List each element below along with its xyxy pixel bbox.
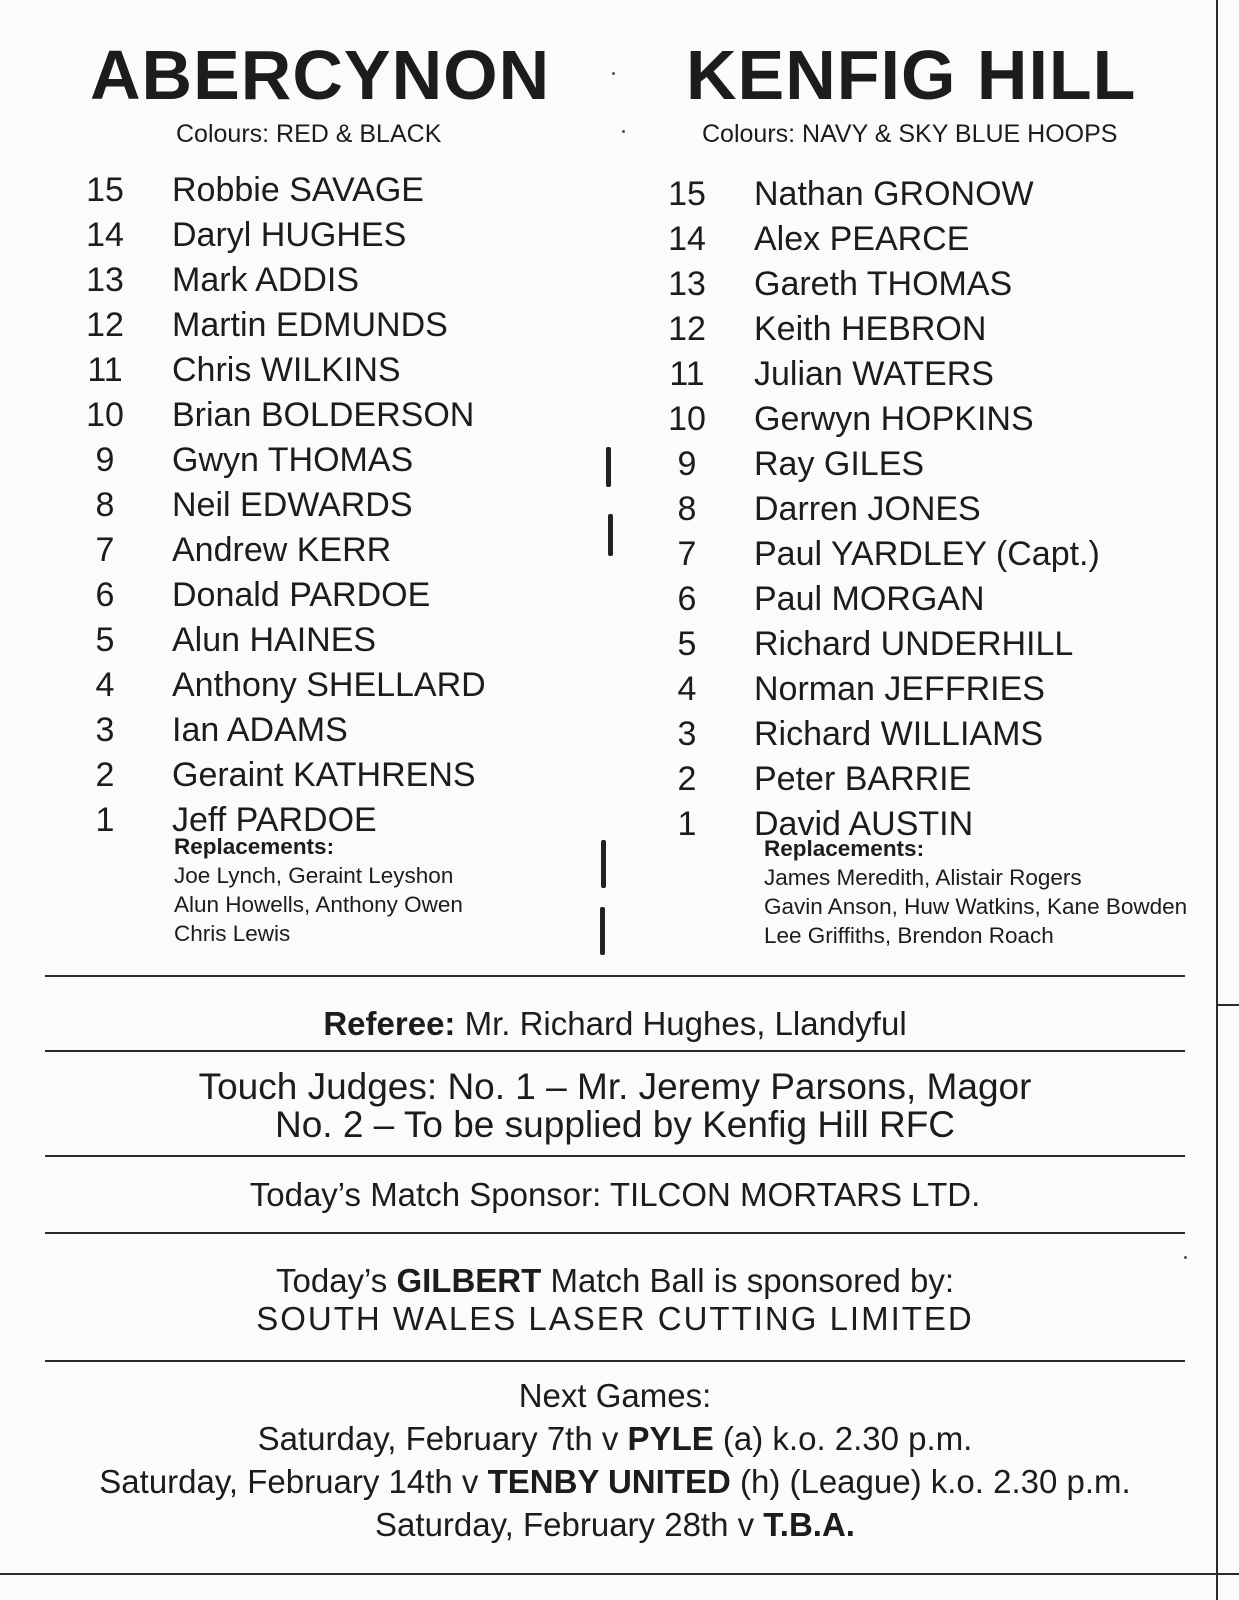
shirt-number: 7: [95, 531, 115, 569]
player-name: Jeff PARDOE: [172, 801, 377, 839]
staple-mark: [608, 514, 613, 556]
match-ball-line: [45, 1262, 1185, 1300]
page-edge-bottom: [0, 1573, 1239, 1575]
fixture-opponent: T.B.A.: [763, 1506, 855, 1543]
divider-rule: [45, 1360, 1185, 1362]
roster-row: [72, 528, 486, 573]
fixture-details: (a) k.o. 2.30 p.m.: [722, 1420, 973, 1457]
fixture-opponent: PYLE: [627, 1420, 714, 1457]
player-name: Peter BARRIE: [754, 760, 972, 798]
roster-row: [652, 172, 1100, 217]
divider-rule: [45, 1232, 1185, 1234]
match-ball-prefix: Today’s: [276, 1262, 388, 1299]
replacements-line: Gavin Anson, Huw Watkins, Kane Bowden: [764, 894, 1188, 919]
page-edge-tick: [1216, 1004, 1239, 1006]
player-name: Mark ADDIS: [172, 261, 360, 299]
shirt-number: 8: [95, 486, 115, 524]
shirt-number: 4: [677, 670, 697, 708]
shirt-number: 7: [677, 535, 697, 573]
divider-rule: [45, 1155, 1185, 1157]
roster-row: [72, 303, 486, 348]
player-name: Norman JEFFRIES: [754, 670, 1045, 708]
player-name: Gwyn THOMAS: [172, 441, 414, 479]
fixture-date: Saturday, February 7th v: [257, 1420, 619, 1457]
shirt-number: 1: [677, 805, 697, 843]
shirt-number: 12: [668, 310, 706, 348]
match-ball-company: SOUTH WALES LASER CUTTING LIMITED: [256, 1300, 974, 1337]
staple-mark: [601, 840, 606, 888]
roster-row: [652, 622, 1100, 667]
replacements-line: Lee Griffiths, Brendon Roach: [764, 923, 1054, 948]
shirt-number: 11: [87, 351, 123, 389]
shirt-number: 5: [677, 625, 697, 663]
player-name: Chris WILKINS: [172, 351, 401, 389]
fixture-date: Saturday, February 14th v: [99, 1463, 479, 1500]
replacements-line: James Meredith, Alistair Rogers: [764, 865, 1082, 890]
staple-mark: [606, 447, 611, 487]
print-speck: [622, 130, 625, 133]
roster-row: [652, 307, 1100, 352]
player-name: Ian ADAMS: [172, 711, 348, 749]
shirt-number: 11: [669, 355, 705, 393]
fixture-row: [45, 1460, 1185, 1503]
roster-row: [72, 393, 486, 438]
player-name: Paul MORGAN: [754, 580, 985, 618]
roster-row: [72, 213, 486, 258]
roster-row: [72, 348, 486, 393]
match-sponsor: Today’s Match Sponsor: TILCON MORTARS LTD.: [249, 1176, 981, 1213]
home-replacements: [174, 832, 463, 948]
roster-row: [652, 262, 1100, 307]
roster-row: [72, 663, 486, 708]
shirt-number: 13: [668, 265, 706, 303]
player-name: Gareth THOMAS: [754, 265, 1013, 303]
roster-row: [652, 487, 1100, 532]
shirt-number: 9: [95, 441, 115, 479]
match-ball-suffix: Match Ball is sponsored by:: [550, 1262, 954, 1299]
print-speck: [1184, 1256, 1187, 1259]
shirt-number: 2: [677, 760, 697, 798]
shirt-number: 4: [95, 666, 115, 704]
roster-row: [652, 442, 1100, 487]
away-replacements: [764, 834, 1187, 950]
next-games: [45, 1374, 1185, 1546]
roster-row: [72, 483, 486, 528]
fixture-row: [45, 1417, 1185, 1460]
shirt-number: 10: [86, 396, 124, 434]
touch-judges: [45, 1068, 1185, 1144]
fixture-opponent: TENBY UNITED: [487, 1463, 731, 1500]
roster-row: [652, 667, 1100, 712]
player-name: Nathan GRONOW: [754, 175, 1034, 213]
shirt-number: 9: [677, 445, 697, 483]
shirt-number: 2: [95, 756, 115, 794]
shirt-number: 6: [677, 580, 697, 618]
next-games-title: Next Games:: [518, 1377, 712, 1414]
roster-row: [72, 753, 486, 798]
away-team-colours: Colours: NAVY & SKY BLUE HOOPS: [702, 120, 1118, 148]
player-name: Martin EDMUNDS: [172, 306, 448, 344]
player-name: Keith HEBRON: [754, 310, 987, 348]
roster-row: [72, 438, 486, 483]
shirt-number: 12: [86, 306, 124, 344]
home-team-header: [90, 36, 610, 149]
player-name: Alun HAINES: [172, 621, 377, 659]
roster-row: [72, 708, 486, 753]
away-team-name: KENFIG HILL: [686, 36, 1137, 114]
player-name: Alex PEARCE: [754, 220, 970, 258]
roster-row: [652, 577, 1100, 622]
home-team-roster: [72, 168, 486, 843]
shirt-number: 3: [677, 715, 697, 753]
shirt-number: 10: [668, 400, 706, 438]
roster-row: [72, 168, 486, 213]
shirt-number: 15: [668, 175, 706, 213]
player-name: Richard WILLIAMS: [754, 715, 1044, 753]
referee-label: Referee:: [323, 1005, 456, 1042]
player-name: Geraint KATHRENS: [172, 756, 476, 794]
shirt-number: 15: [86, 171, 124, 209]
player-name: Ray GILES: [754, 445, 925, 483]
shirt-number: 3: [95, 711, 115, 749]
shirt-number: 8: [677, 490, 697, 528]
home-team-colours: Colours: RED & BLACK: [176, 120, 442, 148]
shirt-number: 1: [95, 801, 115, 839]
roster-row: [652, 352, 1100, 397]
shirt-number: 13: [86, 261, 124, 299]
player-name: Robbie SAVAGE: [172, 171, 424, 209]
shirt-number: 6: [95, 576, 115, 614]
roster-row: [652, 532, 1100, 577]
match-ball-sponsor: [45, 1262, 1185, 1338]
referee-name: Mr. Richard Hughes, Llandyful: [464, 1005, 907, 1042]
player-name: Donald PARDOE: [172, 576, 431, 614]
roster-row: [72, 573, 486, 618]
replacements-title: Replacements:: [764, 836, 925, 861]
player-name: Gerwyn HOPKINS: [754, 400, 1034, 438]
shirt-number: 14: [668, 220, 706, 258]
page-edge-right: [1216, 0, 1218, 1600]
divider-rule: [45, 975, 1185, 977]
staple-mark: [600, 907, 605, 955]
player-name: Anthony SHELLARD: [172, 666, 486, 704]
print-speck: [612, 72, 615, 75]
touch-judge-1: Touch Judges: No. 1 – Mr. Jeremy Parsons, Magor: [198, 1066, 1032, 1107]
divider-rule: [45, 1050, 1185, 1052]
replacements-title: Replacements:: [174, 834, 335, 859]
player-name: Daryl HUGHES: [172, 216, 407, 254]
player-name: David AUSTIN: [754, 805, 974, 843]
away-team-roster: [652, 172, 1100, 847]
roster-row: [652, 217, 1100, 262]
touch-judge-2: No. 2 – To be supplied by Kenfig Hill RFC: [274, 1104, 956, 1145]
player-name: Julian WATERS: [754, 355, 994, 393]
player-name: Neil EDWARDS: [172, 486, 413, 524]
player-name: Darren JONES: [754, 490, 981, 528]
player-name: Andrew KERR: [172, 531, 392, 569]
roster-row: [652, 397, 1100, 442]
roster-row: [652, 712, 1100, 757]
fixture-date: Saturday, February 28th v: [375, 1506, 755, 1543]
roster-row: [72, 258, 486, 303]
fixture-details: (h) (League) k.o. 2.30 p.m.: [739, 1463, 1131, 1500]
roster-row: [72, 618, 486, 663]
away-team-header: [686, 36, 1206, 149]
player-name: Paul YARDLEY (Capt.): [754, 535, 1100, 573]
player-name: Brian BOLDERSON: [172, 396, 475, 434]
replacements-line: Chris Lewis: [174, 921, 291, 946]
shirt-number: 5: [95, 621, 115, 659]
shirt-number: 14: [86, 216, 124, 254]
referee-line: [45, 1005, 1185, 1043]
player-name: Richard UNDERHILL: [754, 625, 1074, 663]
home-team-name: ABERCYNON: [90, 36, 551, 114]
replacements-line: Joe Lynch, Geraint Leyshon: [174, 863, 454, 888]
roster-row: [652, 757, 1100, 802]
replacements-line: Alun Howells, Anthony Owen: [174, 892, 463, 917]
match-ball-brand: GILBERT: [396, 1262, 542, 1299]
fixture-row: [45, 1503, 1185, 1546]
